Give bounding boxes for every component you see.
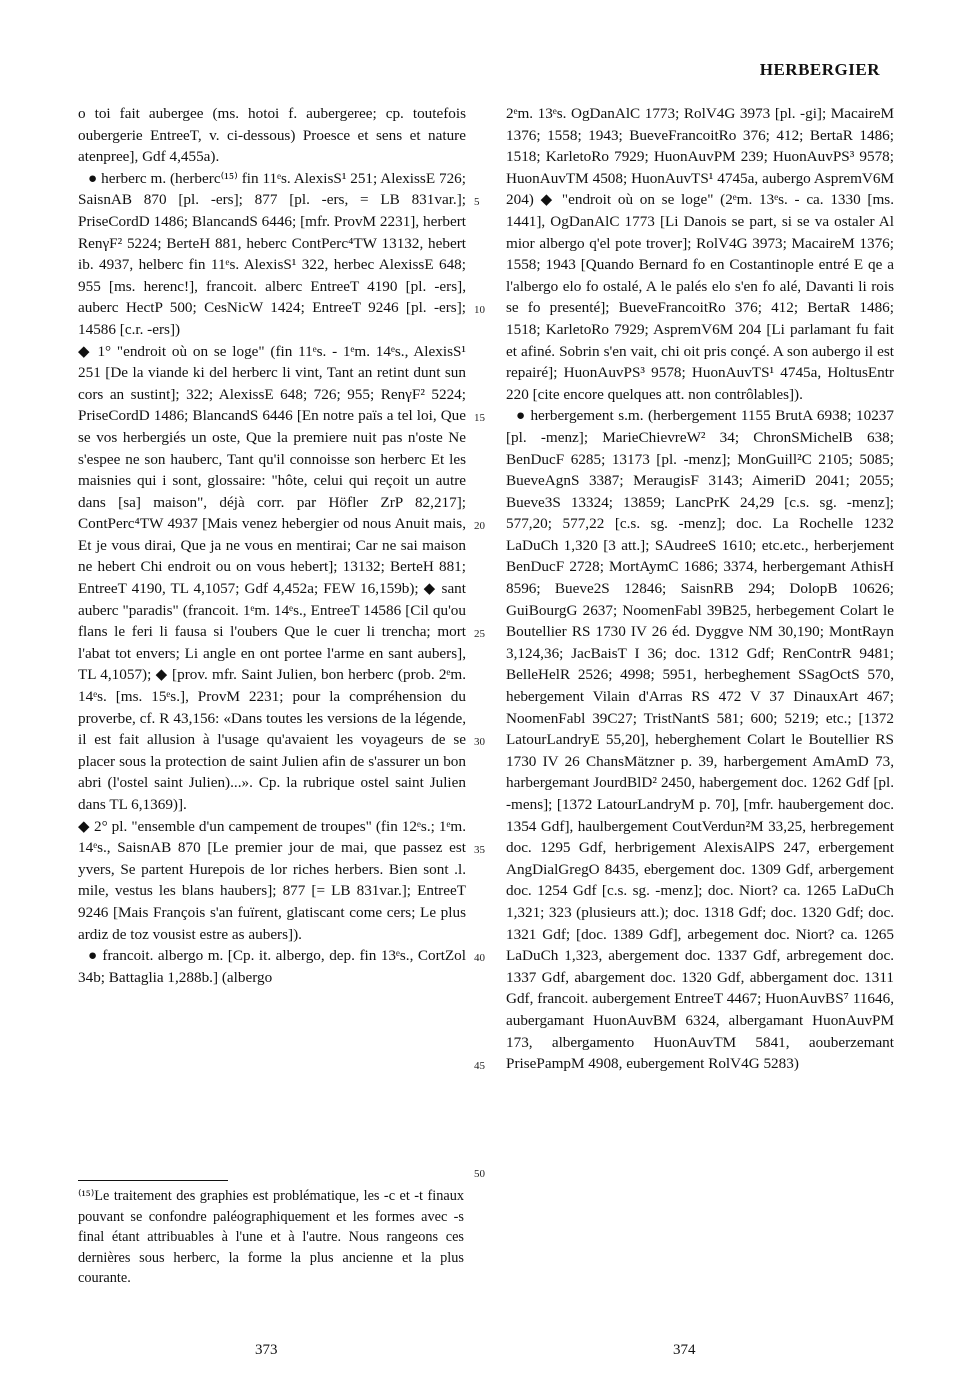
footnote-15: ⁽¹⁵⁾Le traitement des graphies est problématique, les -c et -t finaux pouvant se confondre paléographiquement et les formes avec -s final étant attribuables à l'une et à l'autre. Nous rangeons ces dernières sous herberc, la forme la plus ancienne et la plus courante. — [78, 1188, 464, 1286]
left-column — [78, 103, 466, 988]
line-number: 10 — [474, 304, 485, 316]
line-number: 50 — [474, 1168, 485, 1180]
right-paragraph-1: 2ᵉm. 13ᵉs. OgDanAlC 1773; RolV4G 3973 [pl. -gi]; MacaireM 1376; 1558; 1943; BueveFrancoitRo 376; 412; BertaR 1486; 1518; KarletoRo 7929; HuonAuvPM 239; HuonAuvPS³ 9578; HuonAuvTM 4508; HuonAuvTS¹ 4745a, aubergo AspremV6M 204) ◆ "endroit où on se loge" (2ᵉm. 13ᵉs. - ca. 1330 [ms. 1441], OgDanAlC 1773 [Li Danois se part, si se va ostaler Al mior albergo q'el pote trover]; RolV4G 3973; MacaireM 1376; 1558; 1943 [Quando Bernard fo en Costantinople entré E qe a l'albergo elo fo ostalé, A le palés elo s'en fo alé, Davanti li rois se fo presenté]; BueveFrancoitRo 376; 412; BertaR 1486; 1518; KarletoRo 7929; AspremV6M 204 [Li parlamant fu fait et afiné. Sobrin s'en vait, chi oit pris conçé. A son aubergo il est repairé]; HuonAuvPS³ 9578; HuonAuvTS¹ 4745a, HoltusEntr 220 [cite encore quelques att. non contrôlables]). — [506, 105, 894, 403]
entry-herberc: ● herberc m. (herberc⁽¹⁵⁾ fin 11ᵉs. AlexisS¹ 251; AlexissE 726; SaisnAB 870 [pl. -ers]; 877 [pl. -ers, = LB 831var.]; PriseCordD 1486; BlancandS 6446; [mfr. ProvM 2231], herbert RenγF² 5224; BerteH 881, heberc ContPerc⁴TW 13132, hebert ib. 4937, helberc fin 11ᵉs. AlexisS¹ 322, herbec AlexissE 648; 955 [ms. herenc!], francoit. alberc EntreeT 4190 [pl. -ers], auberc HectP 500; CesNicW 1424; EntreeT 9246 [pl. -ers]; 14586 [c.r. -ers]) — [78, 169, 466, 338]
footnote-rule — [78, 1180, 228, 1181]
page-number-right: 374 — [673, 1342, 696, 1358]
line-number: 35 — [474, 844, 485, 856]
line-number: 5 — [474, 196, 480, 208]
line-number: 40 — [474, 952, 485, 964]
line-number: 15 — [474, 412, 485, 424]
line-number: 20 — [474, 520, 485, 532]
line-number: 25 — [474, 628, 485, 640]
entry-albergo: ● francoit. albergo m. [Cp. it. albergo, dep. fin 13ᵉs., CortZol 34b; Battaglia 1,288b.] (albergo — [78, 947, 466, 986]
line-number: 30 — [474, 736, 485, 748]
running-head: HERBERGIER — [759, 60, 880, 79]
left-paragraph-1: o toi fait aubergee (ms. hotoi f. aubergeree; cp. toutefois oubergerie EntreeT, v. ci-dessous) Proesce et sens et nature atenpree], Gdf 4,455a). — [78, 105, 466, 166]
entry-herbergement: ● herbergement s.m. (herbergement 1155 BrutA 6938; 10237 [pl. -menz]; MarieChievreW² 34; ChronSMichelB 638; BenDucF 6285; 13173 [pl. -menz]; MonGuill²C 2105; 5085; BueveAgnS 3387; MeraugisF 3143; AimeriD 2041; 2055; Bueve3S 13324; 13859; LancPrK 24,29 [c.s. sg. -menz]; 577,20; 577,22 [c.s. sg. -menz]; doc. La Rochelle 1232 LaDuCh 1,320 [3 att.]; SAudreeS 1610; etc.etc., herberjement BenDucF 2728; MortAymC 1686; 3374, herbergemant AthisH 8596; Bueve2S 12846; SaisnRB 294; DolopB 10626; GuiBourgG 2637; NoomenFabl 39B25, herbegement Colart le Boutellier RS 1730 IV 26 éd. Dyggve NM 30,190; MontRayn 3,124,36; JacBaisT I 36; doc. 1312 Gdf; RenContrR 9481; BelleHelR 2526; 4998; 5951, herbeghement SSagOctS 570, hebergement Vilain d'Arras RS 472 V 37 DinauxArt 467; NoomenFabl 39C27; TristNantS 581; 600; 5219; etc.; [1372 LatourLandryE 55,20], heberghement Colart le Boutellier RS 1730 IV 26 ChansMätzner p. 39, harbergement AmAmD 73, harbergemant JourdBlD² 2450, habergement doc. 1262 Gdf [pl. -mens]; [1372 LatourLandryM p. 70], [mfr. haubergement doc. 1354 Gdf], haulbergement CoutVerdun²M 33,25, herbregement doc. 1295 Gdf, herbrigement AlexisAlPS 247, erbergement AngDialGregO 8435, ebergement doc. 1309 Gdf, arbergement doc. 1254 Gdf [c.s. sg. -menz]; doc. Niort? ca. 1265 LaDuCh 1,321; 323 (plusieurs att.); doc. 1318 Gdf; doc. 1320 Gdf; doc. 1321 Gdf; [doc. 1389 Gdf], arbegement doc. Niort? ca. 1265 LaDuCh 1,323, abergement doc. 1337 Gdf, arbregement doc. 1337 Gdf, abargement doc. 1320 Gdf, abbergament doc. 1311 Gdf, francoit. aubergement EntreeT 4467; HuonAuvBS⁷ 11646, aubergamant HuonAuvBM 6324, albergamant HuonAuvPM 173, albergamento HuonAuvTM 5841, aouberzemant PrisePampM 4908, eubergement RolV4G 5283) — [506, 407, 894, 1073]
line-number: 45 — [474, 1060, 485, 1072]
sense-2-herberc: ◆ 2° pl. "ensemble d'un campement de troupes" (fin 12ᵉs.; 1ᵉm. 14ᵉs., SaisnAB 870 [Le premier jour de mai, que passez est yvers, Se partent Hurepois de lor riches herbers. Bien sont .l. mile, vestus les blans haubers]; 877 [= LB 831var.]; EntreeT 9246 [Mais François s'an fuïrent, glatiscant come cers; Le plus ardiz de toz vousist estre as aubers]). — [78, 817, 466, 943]
sense-1-herberc: ◆ 1° "endroit où on se loge" (fin 11ᵉs. - 1ᵉm. 14ᵉs., AlexisS¹ 251 [De la viande ki del herberc li vint, Tant an retint dunt sun cors an sustint]; 322; AlexissE 648; 726; 955; RenγF² 5224; PriseCordD 1486; BlancandS 6446 [En notre païs a tel loi, Que se vos herbergiés un oste, Que la premiere nuit pas n'oste Ne s'espee ne son hauberc, Tant qu'il connoisse son herberc Et les maisnies qui i sont, glossaire: "hôte, celui qui reçoit un autre dans [sa] maison", déjà corr. par Höfler ZrP 82,217]; ContPerc⁴TW 4937 [Mais venez hebergier od nous Anuit mais, Et je vous dirai, Que ja ne vous en mentirai; Car ne sai maison ne hebert Chi endroit ou on vous hebert]; 13132; BerteH 881; EntreeT 4190, TL 4,1057; Gdf 4,452a; FEW 16,159b); ◆ sant auberc "paradis" (francoit. 1ᵉm. 14ᵉs., EntreeT 14586 [Cil qu'ou flans le feri li fausa si l'oubers Que le cuer li trencha; mort l'abat tot envers; Li angle en ont portee l'arme en sant aubers], TL 4,1057); ◆ [prov. mfr. Saint Julien, bon herberc (prob. 2ᵉm. 14ᵉs. [ms. 15ᵉs.], ProvM 2231; pour la compréhension du proverbe, cf. R 43,156: «Dans toutes les versions de la légende, il est fait allusion à l'usage qu'avaient les voyageurs de se placer sous la protection de saint Julien afin de s'assurer un bon abri (l'ostel saint Julien)...». Cp. la rubrique ostel saint Julien dans TL 6,1369)]. — [78, 342, 466, 813]
page-number-left: 373 — [255, 1342, 278, 1358]
right-column — [506, 103, 894, 1075]
